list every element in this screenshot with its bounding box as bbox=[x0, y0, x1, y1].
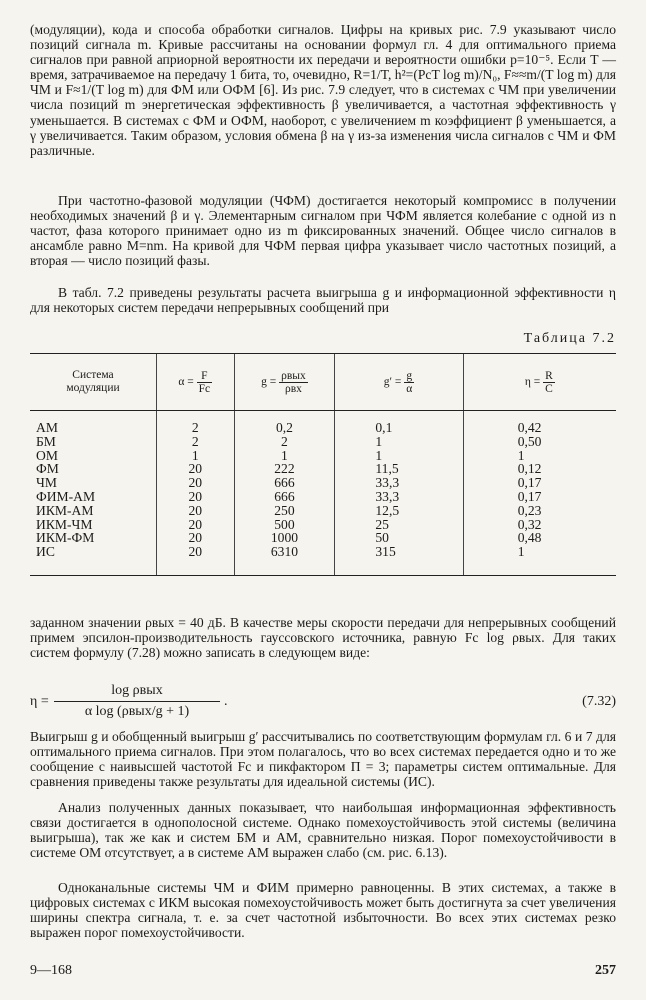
cell-gprime: 50 bbox=[335, 531, 463, 545]
cell-eta: 1 bbox=[463, 545, 616, 575]
cell-alpha: 1 bbox=[157, 449, 235, 463]
paragraph-5: Выигрыш g и обобщенный выигрыш g′ рассчитывались по соответствующим формулам гл. 6 и 7 для оптимального приема сигналов. При этом полагалось, что во всех системах передается одно и то же сообщение с наивысшей частотой Fc и пикфактором Π = 3; параметры систем оптимальные. Для сравнения приведены также результаты для идеальной системы (ИС). bbox=[30, 729, 616, 790]
paragraph-6: Анализ полученных данных показывает, что наибольшая информационная эффективность связи достигается в однополосной системе. Однако помехоустойчивость этой системы (величина выигрыша), так же как и систем БМ и АМ, сравнительно низкая. Порог помехоустойчивости в системе ОМ отсутствует, а в системе АМ выражен слабо (см. рис. 6.13). bbox=[30, 800, 616, 861]
paragraph-1: (модуляции), кода и способа обработки сигналов. Цифры на кривых рис. 7.9 указывают число позиций сигнала m. Кривые рассчитаны на основании формул гл. 4 для оптимального приема сигналов при равной априорной вероятности их передачи и вероятности ошибки p=10⁻⁵. Если T — время, затрачиваемое на передачу 1 бита, то, очевидно, R=1/T, h²=(PcT log m)/N₀, F≈≈m/(T log m) для ЧМ и F≈1/(T log m) для ФМ или ОФМ [6]. Из рис. 7.9 следует, что в системах с ЧМ при увеличении числа позиций m энергетическая эффективность β увеличивается, а частотная эффективность γ уменьшается. В системах с ФМ и ОФМ, наоборот, с увеличением m коэффициент β уменьшается, а γ увеличивается. Таким образом, условия обмена β на γ из-за изменения числа сигналов с ЧМ и ФМ различные. bbox=[30, 22, 616, 158]
page-number: 257 bbox=[595, 963, 616, 978]
cell-alpha: 20 bbox=[157, 545, 235, 575]
table-row bbox=[30, 462, 616, 476]
cell-gprime: 25 bbox=[335, 518, 463, 532]
equation-lhs: η = bbox=[30, 694, 49, 709]
cell-g: 1000 bbox=[234, 531, 335, 545]
cell-system: ИКМ-АМ bbox=[36, 502, 94, 518]
equation-numerator: log ρвых bbox=[54, 683, 220, 702]
signature-mark: 9—168 bbox=[30, 963, 72, 978]
cell-system: ИКМ-ЧМ bbox=[36, 516, 93, 532]
col-alpha: α = $\frac{F}{Fc}$ bbox=[157, 354, 235, 411]
cell-alpha: 20 bbox=[157, 531, 235, 545]
cell-alpha: 2 bbox=[157, 435, 235, 449]
table-row bbox=[30, 476, 616, 490]
cell-eta: 0,23 bbox=[463, 504, 616, 518]
table-row bbox=[30, 504, 616, 518]
cell-alpha: 20 bbox=[157, 518, 235, 532]
cell-system: ОМ bbox=[36, 447, 58, 463]
equation-tail: . bbox=[224, 694, 228, 709]
equation-7-32 bbox=[30, 683, 616, 723]
cell-alpha: 20 bbox=[157, 490, 235, 504]
table-row bbox=[30, 449, 616, 463]
table-7-2 bbox=[30, 353, 616, 576]
cell-gprime: 1 bbox=[335, 435, 463, 449]
cell-eta: 0,50 bbox=[463, 435, 616, 449]
cell-gprime: 0,1 bbox=[335, 411, 463, 435]
cell-system: БМ bbox=[36, 433, 56, 449]
paragraph-2: При частотно-фазовой модуляции (ЧФМ) достигается некоторый компромисс в получении необходимых значений β и γ. Элементарным сигналом при ЧФМ является колебание с одной из n частот, фаза которого принимает одно из m фиксированных значений. Общее число сигналов в ансамбле равно M=nm. На кривой для ЧФМ первая цифра указывает число частотных позиций, а вторая — число позиций фазы. bbox=[30, 193, 616, 269]
cell-alpha: 20 bbox=[157, 476, 235, 490]
col-eta: η = $\frac{R}{C}$ bbox=[463, 354, 616, 411]
paragraph-3: В табл. 7.2 приведены результаты расчета выигрыша g и информационной эффективности η для некоторых систем передачи непрерывных сообщений при bbox=[30, 285, 616, 316]
cell-system: ФМ bbox=[36, 461, 59, 477]
cell-gprime: 33,3 bbox=[335, 476, 463, 490]
cell-alpha: 20 bbox=[157, 462, 235, 476]
table-caption: Таблица 7.2 bbox=[523, 331, 616, 346]
equation-number: (7.32) bbox=[582, 694, 616, 709]
cell-g: 6310 bbox=[234, 545, 335, 575]
cell-system: ИС bbox=[30, 545, 157, 575]
cell-g: 222 bbox=[234, 462, 335, 476]
table-row bbox=[30, 435, 616, 449]
equation-fraction bbox=[54, 683, 220, 720]
cell-g: 0,2 bbox=[234, 411, 335, 435]
cell-gprime: 33,3 bbox=[335, 490, 463, 504]
cell-alpha: 20 bbox=[157, 504, 235, 518]
cell-g: 500 bbox=[234, 518, 335, 532]
cell-g: 1 bbox=[234, 449, 335, 463]
col-g: g = ρвых ρвх bbox=[234, 354, 335, 411]
cell-eta: 0,17 bbox=[463, 490, 616, 504]
cell-eta: 1 bbox=[463, 449, 616, 463]
cell-system: ФИМ-АМ bbox=[36, 488, 96, 504]
cell-g: 666 bbox=[234, 490, 335, 504]
equation-denominator: α log (ρвых/g + 1) bbox=[84, 704, 190, 719]
cell-eta: 0,17 bbox=[463, 476, 616, 490]
cell-alpha: 2 bbox=[157, 411, 235, 435]
cell-g: 666 bbox=[234, 476, 335, 490]
cell-system: ЧМ bbox=[36, 475, 57, 491]
table-header-row bbox=[30, 354, 616, 411]
cell-eta: 0,12 bbox=[463, 462, 616, 476]
table-row bbox=[30, 545, 616, 575]
paragraph-7: Одноканальные системы ЧМ и ФИМ примерно равноценны. В этих системах, а также в цифровых системах с ИКМ высокая помехоустойчивость может быть достигнута за счет увеличения ширины спектра сигнала, т. е. за счет частотной избыточности. Во всех этих системах резко выражен порог помехоустойчивости. bbox=[30, 880, 616, 941]
cell-g: 250 bbox=[234, 504, 335, 518]
cell-system: АМ bbox=[36, 420, 58, 435]
cell-gprime: 1 bbox=[335, 449, 463, 463]
cell-system: ИКМ-ФМ bbox=[36, 530, 95, 546]
paragraph-4: заданном значении ρвых = 40 дБ. В качестве меры скорости передачи для непрерывных сообщений примем эпсилон-производительность гауссовского источника, равную Fc log ρвых. Для таких систем формулу (7.28) можно записать в следующем виде: bbox=[30, 615, 616, 661]
table-row bbox=[30, 490, 616, 504]
cell-gprime: 12,5 bbox=[335, 504, 463, 518]
cell-gprime: 11,5 bbox=[335, 462, 463, 476]
table-row bbox=[30, 531, 616, 545]
cell-eta: 0,48 bbox=[463, 531, 616, 545]
table-row bbox=[30, 411, 616, 435]
table-row bbox=[30, 518, 616, 532]
col-system: Система модуляции bbox=[30, 354, 157, 411]
cell-eta: 0,32 bbox=[463, 518, 616, 532]
col-gprime: g′ = $\frac{g}{\alpha}$ bbox=[335, 354, 463, 411]
cell-gprime: 315 bbox=[335, 545, 463, 575]
cell-g: 2 bbox=[234, 435, 335, 449]
cell-eta: 0,42 bbox=[463, 411, 616, 435]
